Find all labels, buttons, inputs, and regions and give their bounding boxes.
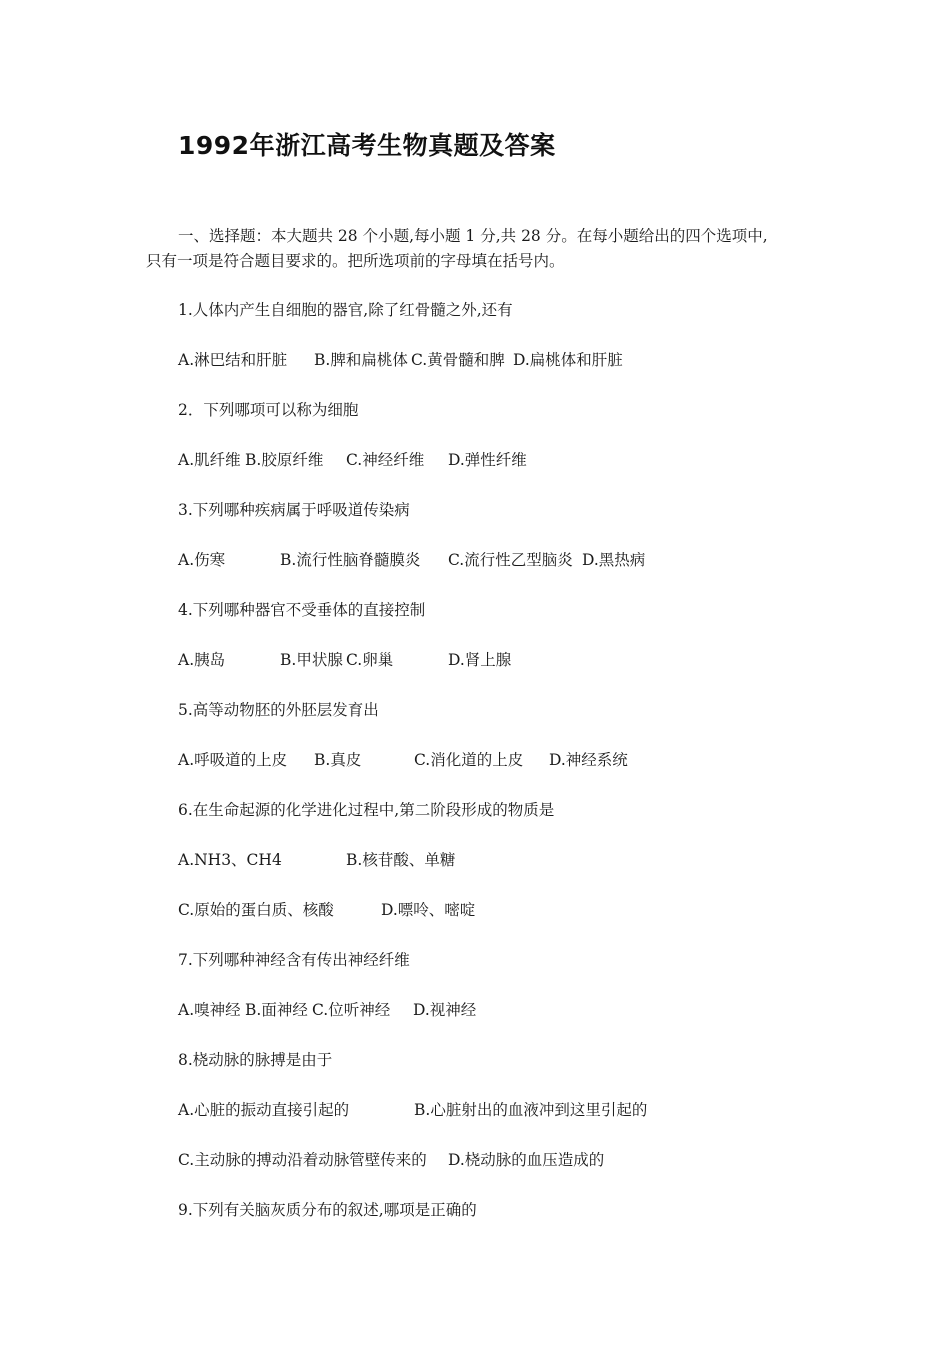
option-d: D.桡动脉的血压造成的	[448, 1151, 605, 1169]
question-stem: 3.下列哪种疾病属于呼吸道传染病	[178, 501, 410, 519]
option-b: B.胶原纤维	[245, 451, 324, 469]
option-a: A.淋巴结和肝脏	[178, 351, 288, 369]
option-d: D.神经系统	[549, 751, 628, 769]
option-c: C.消化道的上皮	[414, 751, 524, 769]
option-a: A.肌纤维	[178, 451, 241, 469]
option-c: C.流行性乙型脑炎	[448, 551, 573, 569]
option-b: B.甲状腺	[280, 651, 343, 669]
intro-line-1: 一、选择题：本大题共 28 个小题,每小题 1 分,共 28 分。在每小题给出的四个选项中,	[178, 227, 768, 245]
question-stem: 9.下列有关脑灰质分布的叙述,哪项是正确的	[178, 1201, 477, 1219]
option-d: D.扁桃体和肝脏	[513, 351, 623, 369]
option-d: D.弹性纤维	[448, 451, 527, 469]
question-stem: 1.人体内产生自细胞的器官,除了红骨髓之外,还有	[178, 301, 513, 319]
option-a: A.伤寒	[178, 551, 226, 569]
page-title: 1992年浙江高考生物真题及答案	[178, 131, 556, 160]
question-stem: 8.桡动脉的脉搏是由于	[178, 1051, 333, 1069]
question-stem: 4.下列哪种器官不受垂体的直接控制	[178, 601, 426, 619]
option-a: A.嗅神经	[178, 1001, 241, 1019]
option-a: A.NH3、CH4	[178, 851, 282, 869]
option-b: B.真皮	[314, 751, 362, 769]
option-a: A.呼吸道的上皮	[178, 751, 288, 769]
intro-line-2: 只有一项是符合题目要求的。把所选项前的字母填在括号内。	[146, 252, 565, 270]
option-b: B.流行性脑脊髓膜炎	[280, 551, 421, 569]
option-a: A.心脏的振动直接引起的	[178, 1101, 350, 1119]
option-c: C.主动脉的搏动沿着动脉管壁传来的	[178, 1151, 427, 1169]
option-a: A.胰岛	[178, 651, 226, 669]
option-c: C.卵巢	[346, 651, 394, 669]
option-c: C.原始的蛋白质、核酸	[178, 901, 334, 919]
option-d: D.肾上腺	[448, 651, 512, 669]
question-stem: 5.高等动物胚的外胚层发育出	[178, 701, 379, 719]
option-b: B.脾和扁桃体	[314, 351, 408, 369]
option-c: C.位听神经	[312, 1001, 391, 1019]
option-b: B.面神经	[245, 1001, 308, 1019]
option-c: C.神经纤维	[346, 451, 425, 469]
option-c: C.黄骨髓和脾	[411, 351, 505, 369]
option-d: D.黑热病	[582, 551, 646, 569]
option-d: D.嘌呤、嘧啶	[381, 901, 476, 919]
option-b: B.心脏射出的血液冲到这里引起的	[414, 1101, 648, 1119]
option-b: B.核苷酸、单糖	[346, 851, 456, 869]
option-d: D.视神经	[413, 1001, 477, 1019]
question-stem: 7.下列哪种神经含有传出神经纤维	[178, 951, 410, 969]
question-stem: 2．下列哪项可以称为细胞	[178, 401, 359, 419]
question-stem: 6.在生命起源的化学进化过程中,第二阶段形成的物质是	[178, 801, 555, 819]
